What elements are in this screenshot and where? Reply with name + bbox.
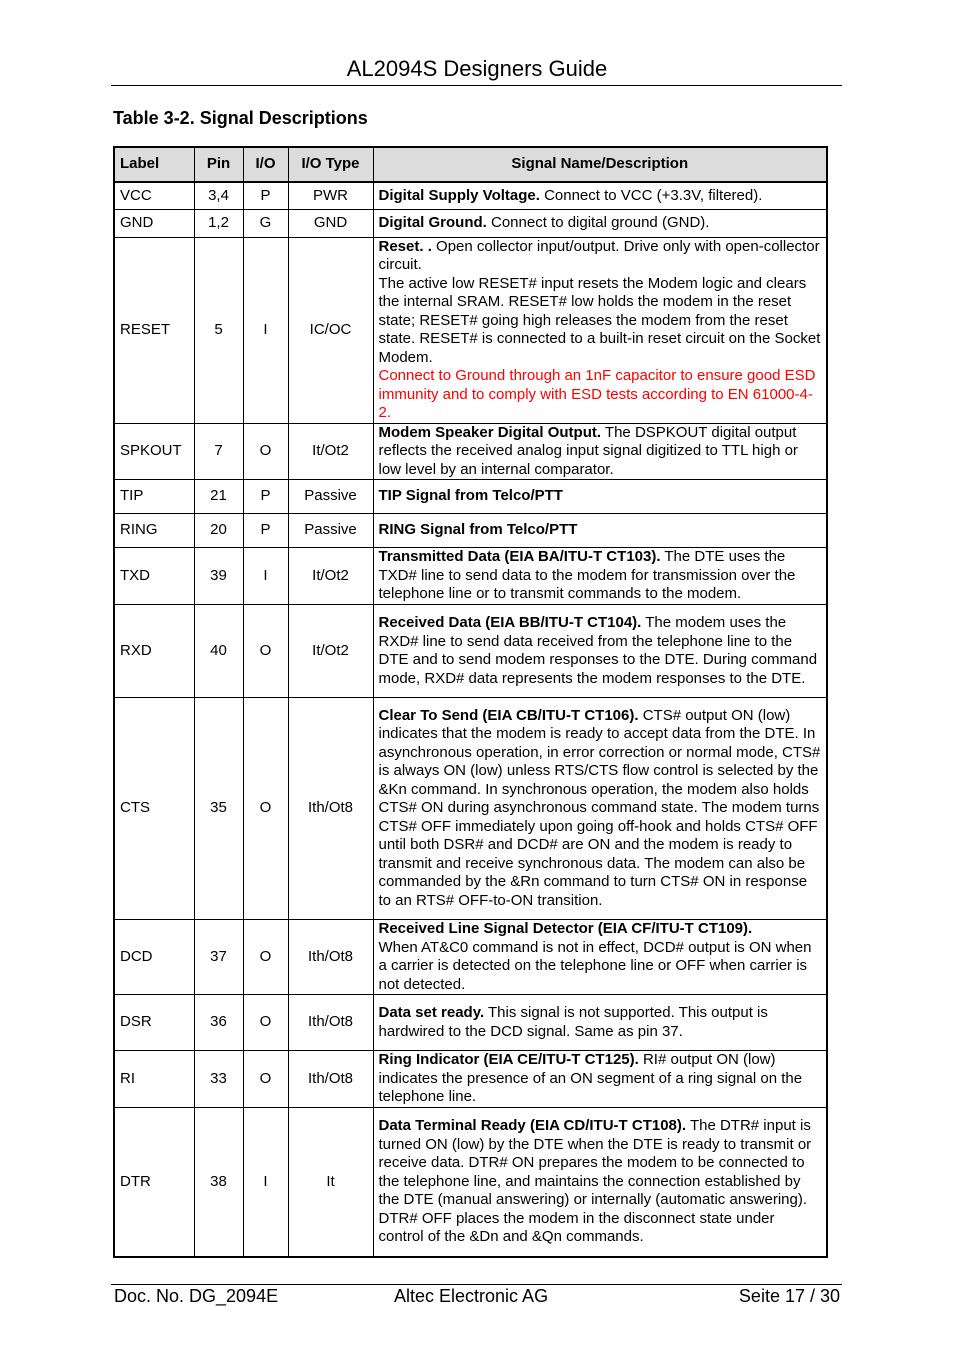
cell-io: O — [243, 920, 288, 995]
cell-label: TXD — [114, 548, 194, 605]
description-warning: Connect to Ground through an 1nF capacitor to ensure good ESD immunity and to comply with ESD tests according to EN 61000-4-2. — [378, 367, 816, 421]
description-text: The DSPKOUT digital output reflects the received analog input signal digitized to TTL high or low level by an internal comparator. — [378, 423, 798, 478]
cell-pin: 38 — [194, 1108, 243, 1257]
table-row — [114, 920, 827, 995]
cell-label: SPKOUT — [114, 423, 194, 480]
description-title: Modem Speaker Digital Output. — [378, 423, 602, 441]
column-header-label: Label — [114, 147, 194, 182]
cell-io-type: It/Ot2 — [288, 423, 373, 480]
table-row — [114, 548, 827, 605]
cell-io: O — [243, 1051, 288, 1108]
footer-divider — [111, 1284, 842, 1285]
cell-description — [373, 698, 827, 920]
description-title: Digital Ground. — [378, 213, 487, 231]
description-title: Received Line Signal Detector (EIA CF/ITU-T CT109). — [378, 920, 753, 937]
cell-pin: 39 — [194, 548, 243, 605]
cell-io-type: It/Ot2 — [288, 605, 373, 698]
description-title: RING Signal from Telco/PTT — [378, 521, 578, 539]
description-text: Connect to digital ground (GND). — [486, 213, 710, 231]
cell-description — [373, 995, 827, 1051]
cell-io-type: Ith/Ot8 — [288, 995, 373, 1051]
cell-io-type: Passive — [288, 480, 373, 514]
description-text: The modem uses the RXD# line to send data received from the telephone line to the DTE and to send modem responses to the DTE. During command mode, RXD# data represents the modem responses to the DTE. — [378, 614, 818, 687]
cell-description — [373, 209, 827, 237]
signal-table — [113, 146, 828, 1258]
table-row — [114, 1108, 827, 1257]
header-divider — [111, 85, 842, 86]
cell-label: TIP — [114, 480, 194, 514]
description-title: Digital Supply Voltage. — [378, 186, 540, 204]
cell-io-type: It — [288, 1108, 373, 1257]
cell-pin: 7 — [194, 423, 243, 480]
cell-io: O — [243, 423, 288, 480]
cell-pin: 21 — [194, 480, 243, 514]
column-header-io: I/O — [243, 147, 288, 182]
cell-io-type: It/Ot2 — [288, 548, 373, 605]
cell-pin: 36 — [194, 995, 243, 1051]
cell-io: O — [243, 605, 288, 698]
cell-io: P — [243, 480, 288, 514]
description-title: Ring Indicator (EIA CE/ITU-T CT125). — [378, 1051, 639, 1069]
column-header-description: Signal Name/Description — [373, 147, 827, 182]
table-row — [114, 209, 827, 237]
description-title: Data set ready. — [378, 1004, 485, 1021]
cell-io-type: PWR — [288, 182, 373, 209]
cell-io: O — [243, 698, 288, 920]
cell-description — [373, 548, 827, 605]
cell-label: RESET — [114, 237, 194, 423]
footer-company: Altec Electronic AG — [394, 1286, 549, 1306]
description-text: When AT&C0 command is not in effect, DCD# output is ON when a carrier is detected on the telephone line or OFF when carrier is not detected. — [378, 938, 812, 993]
cell-io-type: Ith/Ot8 — [288, 698, 373, 920]
description-text: This signal is not supported. This output is hardwired to the DCD signal. Same as pin 37. — [378, 1004, 768, 1040]
footer-doc-number: Doc. No. DG_2094E — [114, 1286, 279, 1306]
table-caption: Table 3-2. Signal Descriptions — [113, 108, 368, 128]
description-text: The DTR# input is turned ON (low) by the DTE when the DTE is ready to transmit or receive data. DTR# ON prepares the modem to be connected to the telephone line, and maintains the connection established by the DTE (manual answering) or internally (automatic answering). DTR# OFF places the modem in the disconnect state under control of the &Dn and &Qn commands. — [378, 1117, 812, 1245]
description-text: Connect to VCC (+3.3V, filtered). — [539, 186, 763, 204]
cell-io: G — [243, 209, 288, 237]
table-row — [114, 995, 827, 1051]
cell-io-type: Ith/Ot8 — [288, 1051, 373, 1108]
cell-io: P — [243, 182, 288, 209]
description-title: Received Data (EIA BB/ITU-T CT104). — [378, 614, 642, 631]
table-row — [114, 182, 827, 209]
cell-pin: 35 — [194, 698, 243, 920]
description-text: CTS# output ON (low) indicates that the modem is ready to accept data from the DTE. In asynchronous operation, in error correction or normal mode, CTS# is always ON (low) unless RTS/CTS flow control is selected by the &Kn command. In synchronous operation, the modem also holds CTS# ON during asynchronous command state. The modem turns CTS# OFF immediately upon going off-hook and holds CTS# OFF until both DSR# and DCD# are ON and the modem is ready to transmit and receive synchronous data. The modem can also be commanded by the &Rn command to turn CTS# ON in response to an RTS# OFF-to-ON transition. — [378, 706, 821, 909]
cell-io-type: Ith/Ot8 — [288, 920, 373, 995]
table-row — [114, 423, 827, 480]
cell-label: GND — [114, 209, 194, 237]
cell-io-type: IC/OC — [288, 237, 373, 423]
table-row — [114, 514, 827, 548]
cell-label: RXD — [114, 605, 194, 698]
description-text: Open collector input/output. Drive only with open-collector circuit. The active low RESET# input resets the Modem logic and clears the internal SRAM. RESET# low holds the modem in the reset state; RESET# going high releases the modem from the reset state. RESET# is connected to a built-in reset circuit on the Socket Modem. — [378, 237, 821, 366]
table-row — [114, 698, 827, 920]
description-title: Transmitted Data (EIA BA/ITU-T CT103). — [378, 548, 661, 566]
cell-label: VCC — [114, 182, 194, 209]
cell-description — [373, 605, 827, 698]
footer-page-number: Seite 17 / 30 — [738, 1286, 840, 1306]
description-title: Reset. . — [378, 237, 432, 255]
cell-label: DCD — [114, 920, 194, 995]
cell-label: DSR — [114, 995, 194, 1051]
cell-description — [373, 480, 827, 514]
cell-pin: 20 — [194, 514, 243, 548]
description-title: Data Terminal Ready (EIA CD/ITU-T CT108). — [378, 1117, 687, 1134]
cell-io: P — [243, 514, 288, 548]
table-row — [114, 605, 827, 698]
description-title: TIP Signal from Telco/PTT — [378, 487, 563, 505]
cell-pin: 40 — [194, 605, 243, 698]
cell-label: RING — [114, 514, 194, 548]
cell-pin: 5 — [194, 237, 243, 423]
cell-description — [373, 237, 827, 423]
description-text: The DTE uses the TXD# line to send data to the modem for transmission over the telephone line or to transmit commands to the modem. — [378, 548, 796, 603]
cell-pin: 1,2 — [194, 209, 243, 237]
cell-description — [373, 514, 827, 548]
cell-label: CTS — [114, 698, 194, 920]
cell-description — [373, 182, 827, 209]
table-row — [114, 480, 827, 514]
cell-io-type: GND — [288, 209, 373, 237]
cell-label: RI — [114, 1051, 194, 1108]
cell-label: DTR — [114, 1108, 194, 1257]
cell-pin: 33 — [194, 1051, 243, 1108]
description-title: Clear To Send (EIA CB/ITU-T CT106). — [378, 706, 639, 724]
cell-description — [373, 1108, 827, 1257]
cell-io: I — [243, 548, 288, 605]
table-header-row — [114, 147, 827, 182]
cell-description — [373, 920, 827, 995]
cell-io: I — [243, 1108, 288, 1257]
column-header-pin: Pin — [194, 147, 243, 182]
cell-pin: 3,4 — [194, 182, 243, 209]
cell-io: O — [243, 995, 288, 1051]
cell-description — [373, 423, 827, 480]
description-text: RI# output ON (low) indicates the presence of an ON segment of a ring signal on the telephone line. — [378, 1051, 803, 1106]
cell-io: I — [243, 237, 288, 423]
table-row — [114, 237, 827, 423]
cell-pin: 37 — [194, 920, 243, 995]
cell-io-type: Passive — [288, 514, 373, 548]
page-title: AL2094S Designers Guide — [346, 56, 608, 81]
cell-description — [373, 1051, 827, 1108]
table-row — [114, 1051, 827, 1108]
column-header-io-type: I/O Type — [288, 147, 373, 182]
